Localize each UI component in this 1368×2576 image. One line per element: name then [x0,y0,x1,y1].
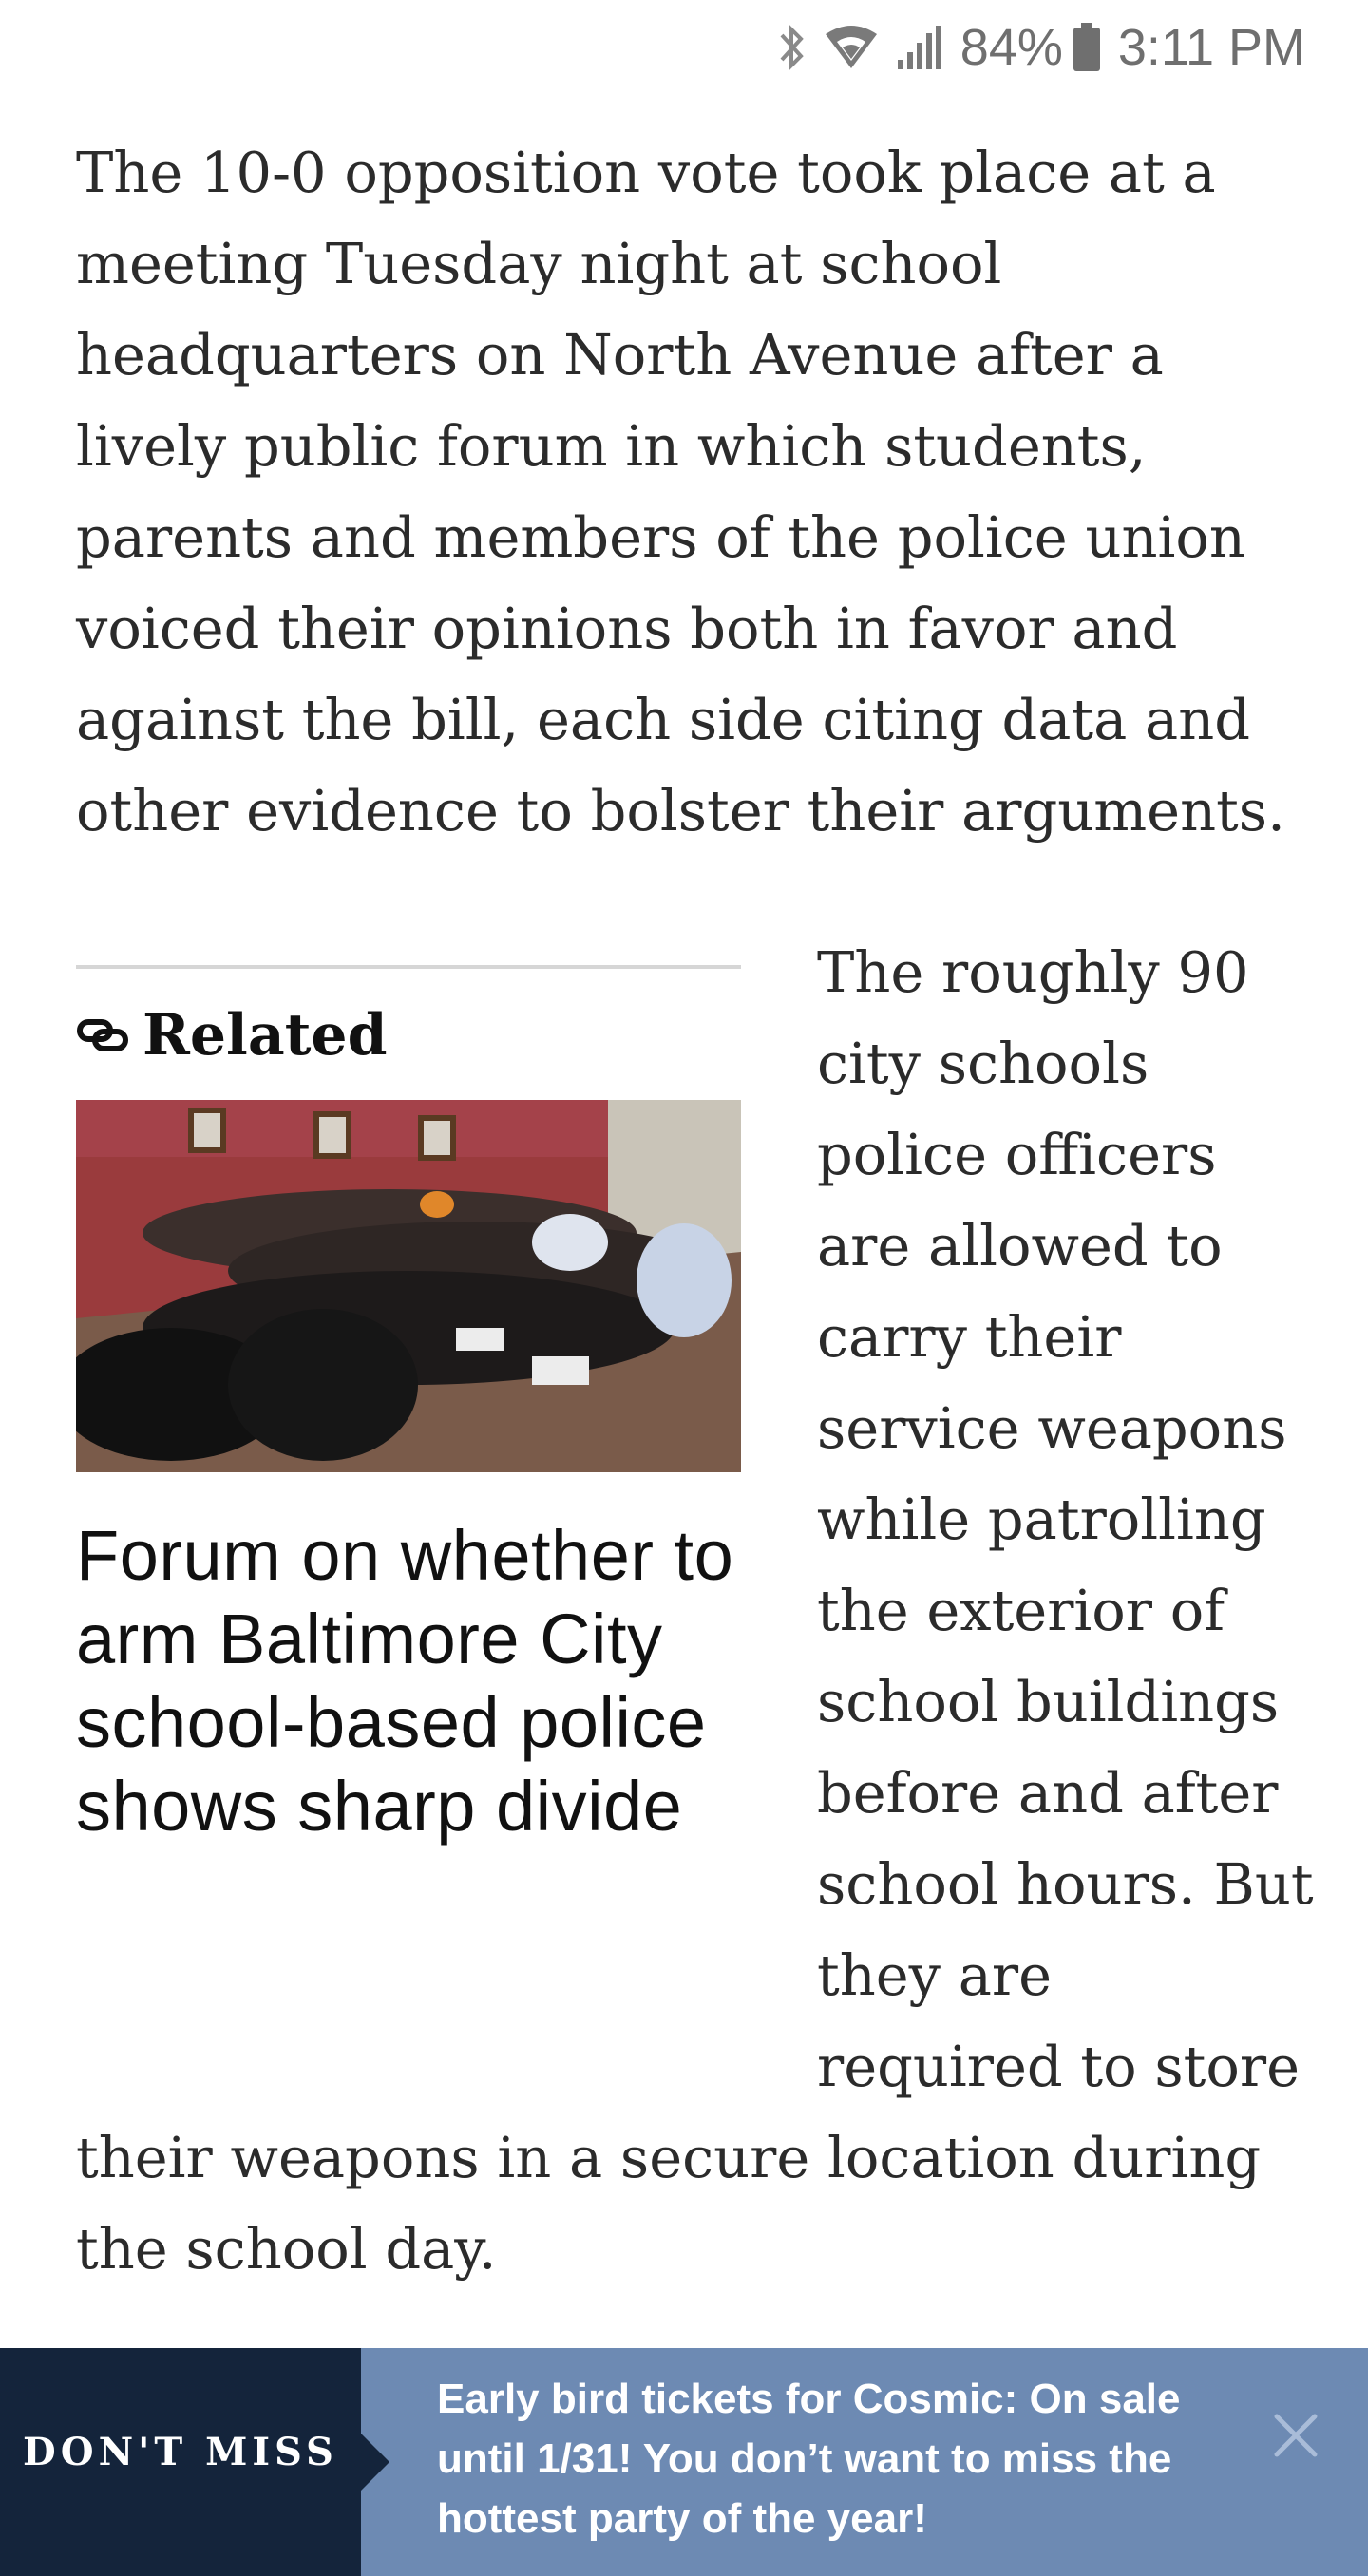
link-icon [76,1018,129,1052]
paragraph-line: service weapons [817,1395,1287,1461]
paragraph-line: carry their [817,1304,1122,1370]
bluetooth-icon [778,22,807,73]
paragraph-line: school hours. But [817,1851,1314,1917]
paragraph-line: city schools [817,1031,1150,1096]
related-article-image[interactable] [76,1100,741,1472]
close-icon[interactable] [1269,2409,1322,2462]
related-heading-label: Related [142,1002,388,1069]
wifi-icon [824,25,879,70]
paragraph-line: the exterior of [817,1578,1226,1643]
related-module[interactable] [76,965,741,1848]
dont-miss-label-box [0,2348,361,2576]
paragraph-line: required to store [817,2034,1301,2099]
paragraph-line: are allowed to [817,1213,1223,1279]
related-article-title[interactable]: Forum on whether to arm Baltimore City school-based police shows sharp divide [76,1516,734,1846]
dont-miss-label: DON'T MISS [23,2429,338,2474]
promo-box[interactable] [361,2348,1368,2576]
paragraph-line: The roughly 90 [817,939,1249,1005]
article-paragraph: The 10-0 opposition vote took place at a meeting Tuesday night at school headquarters on North Avenue after a lively public forum in which students, parents and members of the police union voiced their opinions both in favor and against the bill, each side citing data and other evidence to bolster their arguments. [76,140,1285,843]
divider [76,965,741,969]
signal-icon [896,24,943,71]
article-paragraph-2-tail: their weapons in a secure location during the school day. [76,2125,1262,2282]
article-paragraph-2 [817,927,1314,2112]
status-bar [0,0,1368,95]
battery-icon [1073,23,1101,72]
paragraph-line: police officers [817,1122,1217,1187]
clock: 3:11 PM [1117,19,1305,76]
arrow-pointer [361,2434,390,2491]
dont-miss-banner[interactable] [0,2348,1368,2576]
paragraph-line: while patrolling [817,1487,1266,1552]
promo-text[interactable]: Early bird tickets for Cosmic: On sale until 1/31! You don’t want to miss the hottest party of the year! [437,2376,1181,2542]
paragraph-line: school buildings [817,1669,1280,1734]
paragraph-line: before and after [817,1760,1279,1826]
battery-percent: 84% [960,19,1063,76]
paragraph-line: they are [817,1942,1053,2008]
battery-status [960,18,1101,77]
related-heading [76,997,741,1073]
